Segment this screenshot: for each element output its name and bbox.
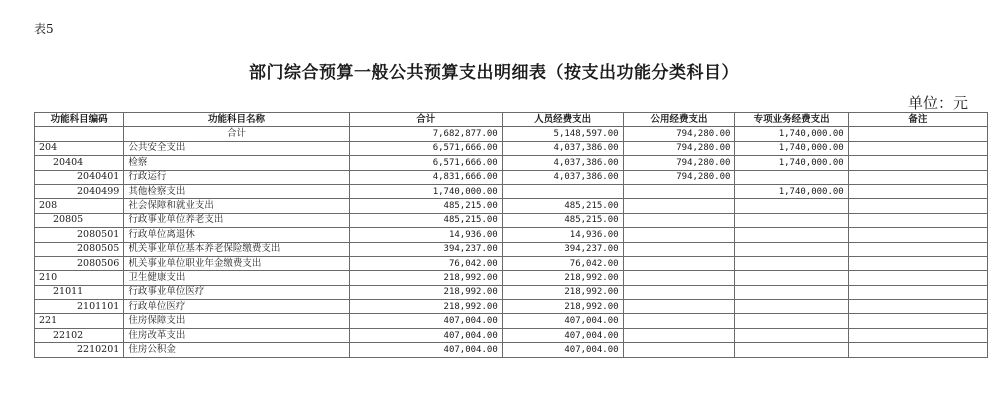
public-cell — [623, 256, 735, 270]
personnel-cell: 4,037,386.00 — [502, 170, 623, 184]
total-cell: 218,992.00 — [349, 300, 502, 314]
table-row — [35, 256, 988, 270]
note-cell — [848, 285, 987, 299]
personnel-cell: 407,004.00 — [502, 343, 623, 357]
table-row — [35, 156, 988, 170]
note-cell — [848, 242, 987, 256]
public-cell: 794,280.00 — [623, 127, 735, 141]
header-special: 专项业务经费支出 — [735, 113, 848, 127]
code-cell: 208 — [35, 199, 124, 213]
special-cell — [735, 170, 848, 184]
personnel-cell: 76,042.00 — [502, 256, 623, 270]
code-cell: 2040499 — [35, 184, 124, 198]
note-cell — [848, 343, 987, 357]
table-header-row — [35, 113, 988, 127]
code-cell: 2101101 — [35, 300, 124, 314]
name-cell: 卫生健康支出 — [124, 271, 349, 285]
name-cell: 机关事业单位职业年金缴费支出 — [124, 256, 349, 270]
personnel-cell: 485,215.00 — [502, 199, 623, 213]
table-row — [35, 199, 988, 213]
code-cell: 20805 — [35, 213, 124, 227]
note-cell — [848, 156, 987, 170]
table-row — [35, 127, 988, 141]
name-cell: 住房改革支出 — [124, 328, 349, 342]
table-row — [35, 170, 988, 184]
code-cell: 20404 — [35, 156, 124, 170]
special-cell: 1,740,000.00 — [735, 184, 848, 198]
table-row — [35, 328, 988, 342]
special-cell — [735, 285, 848, 299]
total-cell: 407,004.00 — [349, 343, 502, 357]
name-cell: 行政事业单位养老支出 — [124, 213, 349, 227]
special-cell — [735, 256, 848, 270]
public-cell: 794,280.00 — [623, 141, 735, 155]
unit-label: 单位：元 — [907, 94, 968, 112]
special-cell — [735, 271, 848, 285]
table-row — [35, 314, 988, 328]
table-row — [35, 184, 988, 198]
special-cell: 1,740,000.00 — [735, 156, 848, 170]
name-cell: 检察 — [124, 156, 349, 170]
table-body — [35, 127, 988, 357]
personnel-cell: 485,215.00 — [502, 213, 623, 227]
note-cell — [848, 271, 987, 285]
note-cell — [848, 328, 987, 342]
code-cell: 2080505 — [35, 242, 124, 256]
name-cell: 合计 — [124, 127, 349, 141]
public-cell — [623, 271, 735, 285]
code-cell: 2080506 — [35, 256, 124, 270]
personnel-cell: 218,992.00 — [502, 285, 623, 299]
total-cell: 6,571,666.00 — [349, 156, 502, 170]
special-cell — [735, 328, 848, 342]
total-cell: 485,215.00 — [349, 199, 502, 213]
note-cell — [848, 199, 987, 213]
name-cell: 行政事业单位医疗 — [124, 285, 349, 299]
note-cell — [848, 213, 987, 227]
total-cell: 407,004.00 — [349, 328, 502, 342]
note-cell — [848, 300, 987, 314]
table-row — [35, 300, 988, 314]
special-cell — [735, 300, 848, 314]
personnel-cell: 218,992.00 — [502, 300, 623, 314]
note-cell — [848, 170, 987, 184]
special-cell — [735, 314, 848, 328]
special-cell: 1,740,000.00 — [735, 141, 848, 155]
total-cell: 407,004.00 — [349, 314, 502, 328]
personnel-cell: 5,148,597.00 — [502, 127, 623, 141]
budget-table — [34, 112, 988, 358]
note-cell — [848, 228, 987, 242]
public-cell — [623, 328, 735, 342]
total-cell: 1,740,000.00 — [349, 184, 502, 198]
table-row — [35, 141, 988, 155]
public-cell — [623, 199, 735, 213]
note-cell — [848, 256, 987, 270]
code-cell: 2080501 — [35, 228, 124, 242]
total-cell: 4,831,666.00 — [349, 170, 502, 184]
special-cell — [735, 199, 848, 213]
name-cell: 住房保障支出 — [124, 314, 349, 328]
public-cell — [623, 228, 735, 242]
public-cell — [623, 300, 735, 314]
special-cell: 1,740,000.00 — [735, 127, 848, 141]
public-cell — [623, 213, 735, 227]
header-total: 合计 — [349, 113, 502, 127]
personnel-cell: 4,037,386.00 — [502, 141, 623, 155]
public-cell — [623, 184, 735, 198]
total-cell: 218,992.00 — [349, 285, 502, 299]
personnel-cell: 218,992.00 — [502, 271, 623, 285]
note-cell — [848, 184, 987, 198]
total-cell: 485,215.00 — [349, 213, 502, 227]
public-cell: 794,280.00 — [623, 170, 735, 184]
note-cell — [848, 141, 987, 155]
header-name: 功能科目名称 — [124, 113, 349, 127]
personnel-cell: 394,237.00 — [502, 242, 623, 256]
special-cell — [735, 343, 848, 357]
total-cell: 7,682,877.00 — [349, 127, 502, 141]
personnel-cell: 407,004.00 — [502, 328, 623, 342]
total-cell: 218,992.00 — [349, 271, 502, 285]
name-cell: 行政单位医疗 — [124, 300, 349, 314]
code-cell: 2040401 — [35, 170, 124, 184]
public-cell — [623, 242, 735, 256]
personnel-cell: 4,037,386.00 — [502, 156, 623, 170]
table-row — [35, 228, 988, 242]
name-cell: 行政单位离退休 — [124, 228, 349, 242]
code-cell: 22102 — [35, 328, 124, 342]
page-title: 部门综合预算一般公共预算支出明细表（按支出功能分类科目） — [249, 63, 739, 83]
personnel-cell: 407,004.00 — [502, 314, 623, 328]
header-note: 备注 — [848, 113, 987, 127]
personnel-cell: 14,936.00 — [502, 228, 623, 242]
total-cell: 76,042.00 — [349, 256, 502, 270]
code-cell: 21011 — [35, 285, 124, 299]
special-cell — [735, 228, 848, 242]
name-cell: 公共安全支出 — [124, 141, 349, 155]
document-label: 表5 — [34, 22, 54, 36]
public-cell — [623, 314, 735, 328]
public-cell — [623, 343, 735, 357]
total-cell: 6,571,666.00 — [349, 141, 502, 155]
table-row — [35, 343, 988, 357]
table-row — [35, 271, 988, 285]
special-cell — [735, 242, 848, 256]
table-row — [35, 285, 988, 299]
code-cell — [35, 127, 124, 141]
total-cell: 394,237.00 — [349, 242, 502, 256]
code-cell: 2210201 — [35, 343, 124, 357]
table-row — [35, 213, 988, 227]
table-row — [35, 242, 988, 256]
personnel-cell — [502, 184, 623, 198]
code-cell: 221 — [35, 314, 124, 328]
public-cell: 794,280.00 — [623, 156, 735, 170]
public-cell — [623, 285, 735, 299]
note-cell — [848, 127, 987, 141]
note-cell — [848, 314, 987, 328]
name-cell: 行政运行 — [124, 170, 349, 184]
header-public: 公用经费支出 — [623, 113, 735, 127]
header-personnel: 人员经费支出 — [502, 113, 623, 127]
code-cell: 204 — [35, 141, 124, 155]
special-cell — [735, 213, 848, 227]
code-cell: 210 — [35, 271, 124, 285]
name-cell: 社会保障和就业支出 — [124, 199, 349, 213]
name-cell: 其他检察支出 — [124, 184, 349, 198]
total-cell: 14,936.00 — [349, 228, 502, 242]
header-code: 功能科目编码 — [35, 113, 124, 127]
name-cell: 机关事业单位基本养老保险缴费支出 — [124, 242, 349, 256]
name-cell: 住房公积金 — [124, 343, 349, 357]
